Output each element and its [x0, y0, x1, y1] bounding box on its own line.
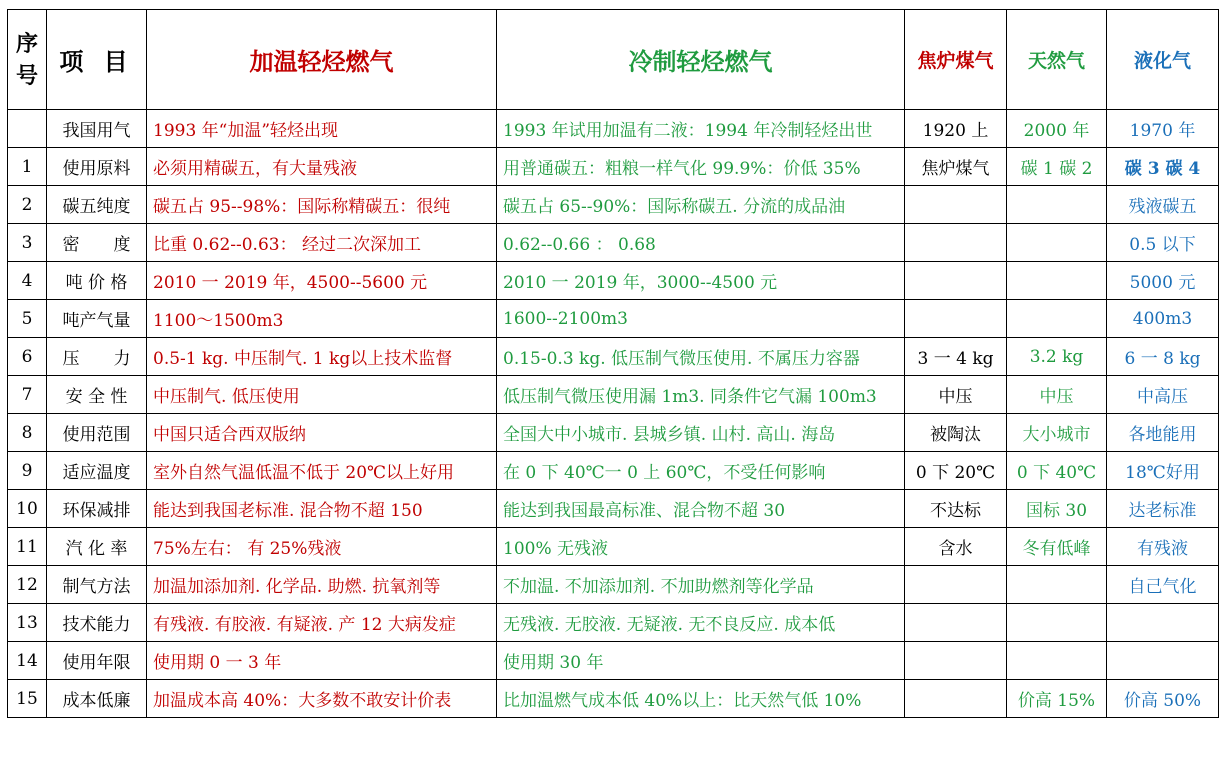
table-row: [8, 338, 1219, 376]
table-row: [8, 110, 1219, 148]
row-lpg-value: 价高 50%: [1107, 680, 1219, 718]
row-number: 14: [8, 642, 47, 680]
row-cold-gas-value: 100% 无残液: [497, 528, 905, 566]
row-natural-gas-value: [1007, 262, 1107, 300]
row-coke-gas-value: 含水: [905, 528, 1007, 566]
row-cold-gas-value: 1600--2100m3: [497, 300, 905, 338]
row-warm-gas-value: 必须用精碳五，有大量残液: [147, 148, 497, 186]
row-natural-gas-value: 2000 年: [1007, 110, 1107, 148]
row-cold-gas-value: 1993 年试用加温有二液：1994 年冷制轻烃出世: [497, 110, 905, 148]
row-item-label: 成本低廉: [47, 680, 147, 718]
row-cold-gas-value: 使用期 30 年: [497, 642, 905, 680]
row-warm-gas-value: 1993 年“加温”轻烃出现: [147, 110, 497, 148]
row-cold-gas-value: 全国大中小城市. 县城乡镇. 山村. 高山. 海岛: [497, 414, 905, 452]
row-natural-gas-value: 冬有低峰: [1007, 528, 1107, 566]
row-coke-gas-value: 被陶汰: [905, 414, 1007, 452]
row-item-label: 吨 价 格: [47, 262, 147, 300]
row-lpg-value: 0.5 以下: [1107, 224, 1219, 262]
row-warm-gas-value: 2010 一 2019 年，4500--5600 元: [147, 262, 497, 300]
row-lpg-value: 达老标准: [1107, 490, 1219, 528]
row-coke-gas-value: [905, 224, 1007, 262]
table-row: [8, 642, 1219, 680]
row-cold-gas-value: 能达到我国最高标准、混合物不超 30: [497, 490, 905, 528]
row-natural-gas-value: 中压: [1007, 376, 1107, 414]
row-coke-gas-value: 焦炉煤气: [905, 148, 1007, 186]
row-number: 5: [8, 300, 47, 338]
row-warm-gas-value: 有残液. 有胶液. 有疑液. 产 12 大病发症: [147, 604, 497, 642]
row-coke-gas-value: 3 一 4 kg: [905, 338, 1007, 376]
row-natural-gas-value: 0 下 40℃: [1007, 452, 1107, 490]
row-natural-gas-value: 碳 1 碳 2: [1007, 148, 1107, 186]
row-number: 11: [8, 528, 47, 566]
table-row: [8, 490, 1219, 528]
row-item-label: 我国用气: [47, 110, 147, 148]
row-coke-gas-value: [905, 604, 1007, 642]
row-item-label: 使用原料: [47, 148, 147, 186]
row-cold-gas-value: 2010 一 2019 年，3000--4500 元: [497, 262, 905, 300]
row-item-label: 适应温度: [47, 452, 147, 490]
row-number: 7: [8, 376, 47, 414]
table-row: [8, 566, 1219, 604]
row-cold-gas-value: 不加温. 不加添加剂. 不加助燃剂等化学品: [497, 566, 905, 604]
row-lpg-value: 中高压: [1107, 376, 1219, 414]
row-warm-gas-value: 75%左右： 有 25%残液: [147, 528, 497, 566]
row-coke-gas-value: [905, 680, 1007, 718]
row-number: 15: [8, 680, 47, 718]
row-number: [8, 110, 47, 148]
row-warm-gas-value: 加温成本高 40%：大多数不敢安计价表: [147, 680, 497, 718]
row-coke-gas-value: 不达标: [905, 490, 1007, 528]
row-coke-gas-value: [905, 186, 1007, 224]
row-item-label: 吨产气量: [47, 300, 147, 338]
table-row: [8, 604, 1219, 642]
table-row: [8, 528, 1219, 566]
row-warm-gas-value: 中压制气. 低压使用: [147, 376, 497, 414]
row-number: 2: [8, 186, 47, 224]
comparison-table: [7, 9, 1219, 718]
row-item-label: 碳五纯度: [47, 186, 147, 224]
header-no-label: 序号: [16, 30, 39, 89]
row-warm-gas-value: 能达到我国老标准. 混合物不超 150: [147, 490, 497, 528]
row-coke-gas-value: [905, 262, 1007, 300]
row-number: 10: [8, 490, 47, 528]
table-body: [8, 10, 1219, 718]
row-number: 13: [8, 604, 47, 642]
row-item-label: 环保减排: [47, 490, 147, 528]
row-lpg-value: 自己气化: [1107, 566, 1219, 604]
row-coke-gas-value: [905, 300, 1007, 338]
row-cold-gas-value: 用普通碳五：粗粮一样气化 99.9%：价低 35%: [497, 148, 905, 186]
row-number: 4: [8, 262, 47, 300]
row-warm-gas-value: 中国只适合西双版纳: [147, 414, 497, 452]
row-natural-gas-value: [1007, 186, 1107, 224]
table-row: [8, 452, 1219, 490]
header-item: 项 目: [47, 10, 147, 110]
row-item-label: 汽 化 率: [47, 528, 147, 566]
header-cold-gas: 冷制轻烃燃气: [497, 10, 905, 110]
row-warm-gas-value: 碳五占 95--98%：国际称精碳五：很纯: [147, 186, 497, 224]
header-no: [8, 10, 47, 110]
row-lpg-value: 1970 年: [1107, 110, 1219, 148]
row-coke-gas-value: 0 下 20℃: [905, 452, 1007, 490]
row-item-label: 使用年限: [47, 642, 147, 680]
row-lpg-value: 400m3: [1107, 300, 1219, 338]
table-row: [8, 262, 1219, 300]
table-row: [8, 300, 1219, 338]
row-lpg-value: [1107, 604, 1219, 642]
row-warm-gas-value: 比重 0.62--0.63： 经过二次深加工: [147, 224, 497, 262]
row-number: 1: [8, 148, 47, 186]
row-cold-gas-value: 无残液. 无胶液. 无疑液. 无不良反应. 成本低: [497, 604, 905, 642]
row-item-label: 安 全 性: [47, 376, 147, 414]
table-row: [8, 680, 1219, 718]
row-cold-gas-value: 碳五占 65--90%：国际称碳五. 分流的成品油: [497, 186, 905, 224]
row-natural-gas-value: 大小城市: [1007, 414, 1107, 452]
row-natural-gas-value: [1007, 566, 1107, 604]
row-natural-gas-value: [1007, 224, 1107, 262]
row-cold-gas-value: 在 0 下 40℃一 0 上 60℃，不受任何影响: [497, 452, 905, 490]
row-warm-gas-value: 室外自然气温低温不低于 20℃以上好用: [147, 452, 497, 490]
table-row: [8, 376, 1219, 414]
row-number: 6: [8, 338, 47, 376]
header-natural-gas: 天然气: [1007, 10, 1107, 110]
row-cold-gas-value: 0.62--0.66 ： 0.68: [497, 224, 905, 262]
table-row: [8, 224, 1219, 262]
row-cold-gas-value: 比加温燃气成本低 40%以上：比天然气低 10%: [497, 680, 905, 718]
row-lpg-value: 5000 元: [1107, 262, 1219, 300]
header-warm-gas: 加温轻烃燃气: [147, 10, 497, 110]
row-item-label: 技术能力: [47, 604, 147, 642]
row-item-label: 使用范围: [47, 414, 147, 452]
row-warm-gas-value: 0.5-1 kg. 中压制气. 1 kg以上技术监督: [147, 338, 497, 376]
row-lpg-value: 碳 3 碳 4: [1107, 148, 1219, 186]
row-natural-gas-value: [1007, 300, 1107, 338]
row-coke-gas-value: [905, 642, 1007, 680]
row-lpg-value: [1107, 642, 1219, 680]
header-lpg: 液化气: [1107, 10, 1219, 110]
row-lpg-value: 残液碳五: [1107, 186, 1219, 224]
row-warm-gas-value: 1100～1500m3: [147, 300, 497, 338]
row-warm-gas-value: 加温加添加剂. 化学品. 助燃. 抗氧剂等: [147, 566, 497, 604]
row-number: 12: [8, 566, 47, 604]
row-coke-gas-value: 中压: [905, 376, 1007, 414]
row-number: 9: [8, 452, 47, 490]
row-lpg-value: 18℃好用: [1107, 452, 1219, 490]
row-lpg-value: 有残液: [1107, 528, 1219, 566]
row-natural-gas-value: 价高 15%: [1007, 680, 1107, 718]
row-coke-gas-value: 1920 上: [905, 110, 1007, 148]
row-number: 3: [8, 224, 47, 262]
header-row: [8, 10, 1219, 110]
header-coke-gas: 焦炉煤气: [905, 10, 1007, 110]
row-item-label: 压 力: [47, 338, 147, 376]
table-row: [8, 414, 1219, 452]
row-warm-gas-value: 使用期 0 一 3 年: [147, 642, 497, 680]
row-coke-gas-value: [905, 566, 1007, 604]
row-item-label: 密 度: [47, 224, 147, 262]
row-cold-gas-value: 0.15-0.3 kg. 低压制气微压使用. 不属压力容器: [497, 338, 905, 376]
row-natural-gas-value: 3.2 kg: [1007, 338, 1107, 376]
row-lpg-value: 6 一 8 kg: [1107, 338, 1219, 376]
row-natural-gas-value: [1007, 604, 1107, 642]
row-natural-gas-value: 国标 30: [1007, 490, 1107, 528]
row-natural-gas-value: [1007, 642, 1107, 680]
row-item-label: 制气方法: [47, 566, 147, 604]
row-lpg-value: 各地能用: [1107, 414, 1219, 452]
row-number: 8: [8, 414, 47, 452]
row-cold-gas-value: 低压制气微压使用漏 1m3. 同条件它气漏 100m3: [497, 376, 905, 414]
table-row: [8, 186, 1219, 224]
table-row: [8, 148, 1219, 186]
